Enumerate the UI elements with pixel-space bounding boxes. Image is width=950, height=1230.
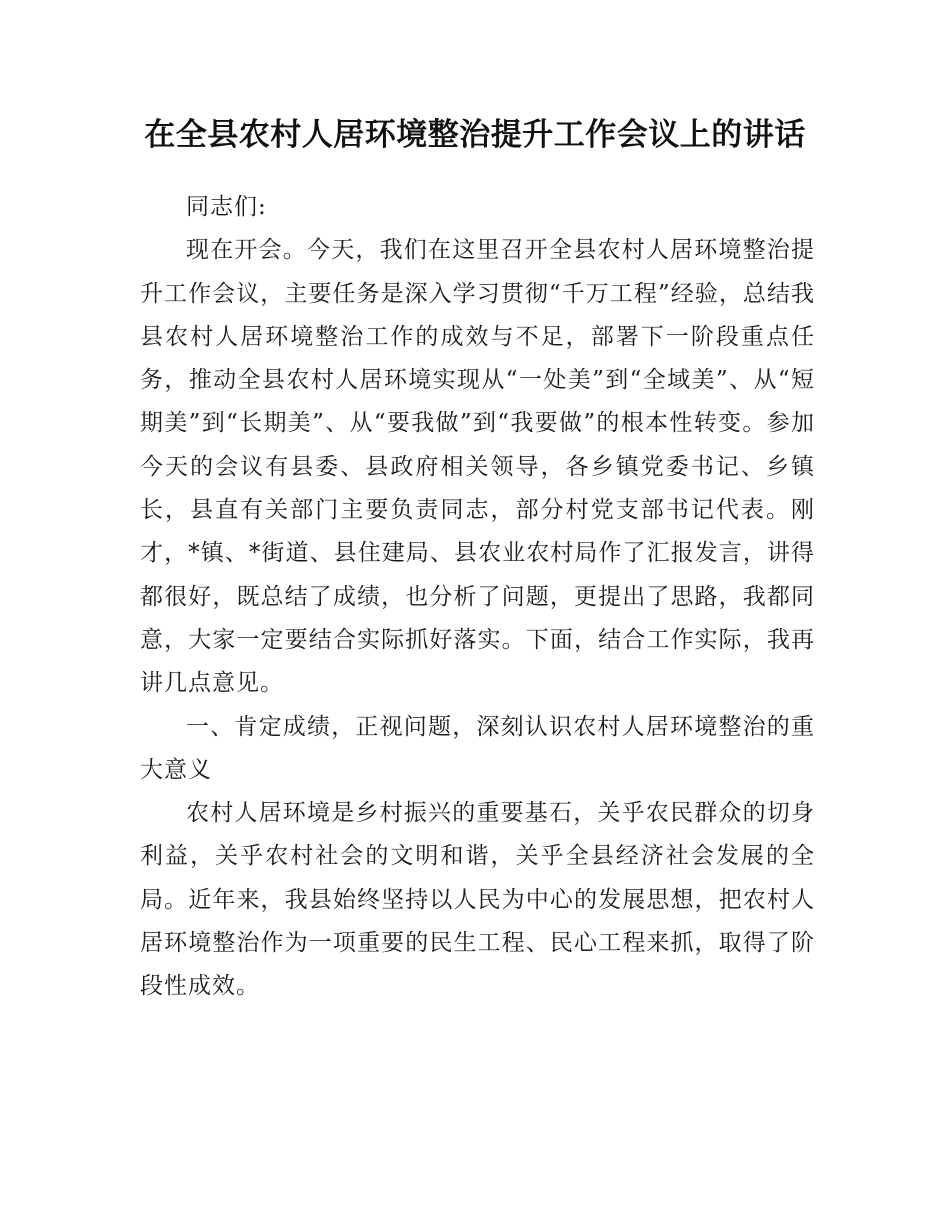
section-heading-1: 一、肯定成绩，正视问题，深刻认识农村人居环境整治的重大意义 bbox=[140, 713, 815, 783]
document-body bbox=[140, 186, 815, 1009]
paragraph-opening: 现在开会。今天，我们在这里召开全县农村人居环境整治提升工作会议，主要任务是深入学习贯彻“千万工程”经验，总结我县农村人居环境整治工作的成效与不足，部署下一阶段重点任务，推动全县农村人居环境实现从“一处美”到“全域美”、从“短期美”到“长期美”、从“要我做”到“我要做”的根本性转变。参加今天的会议有县委、县政府相关领导，各乡镇党委书记、乡镇长，县直有关部门主要负责同志，部分村党支部书记代表。刚才，*镇、*街道、县住建局、县农业农村局作了汇报发言，讲得都很好，既总结了成绩，也分析了问题，更提出了思路，我都同意，大家一定要结合实际抓好落实。下面，结合工作实际，我再讲几点意见。 bbox=[140, 237, 815, 697]
paragraph-section-1: 农村人居环境是乡村振兴的重要基石，关乎农民群众的切身利益，关乎农村社会的文明和谐，关乎全县经济社会发展的全局。近年来，我县始终坚持以人民为中心的发展思想，把农村人居环境整治作为一项重要的民生工程、民心工程来抓，取得了阶段性成效。 bbox=[140, 800, 815, 1000]
salutation: 同志们: bbox=[186, 194, 267, 220]
document-title: 在全县农村人居环境整治提升工作会议上的讲话 bbox=[144, 117, 806, 153]
